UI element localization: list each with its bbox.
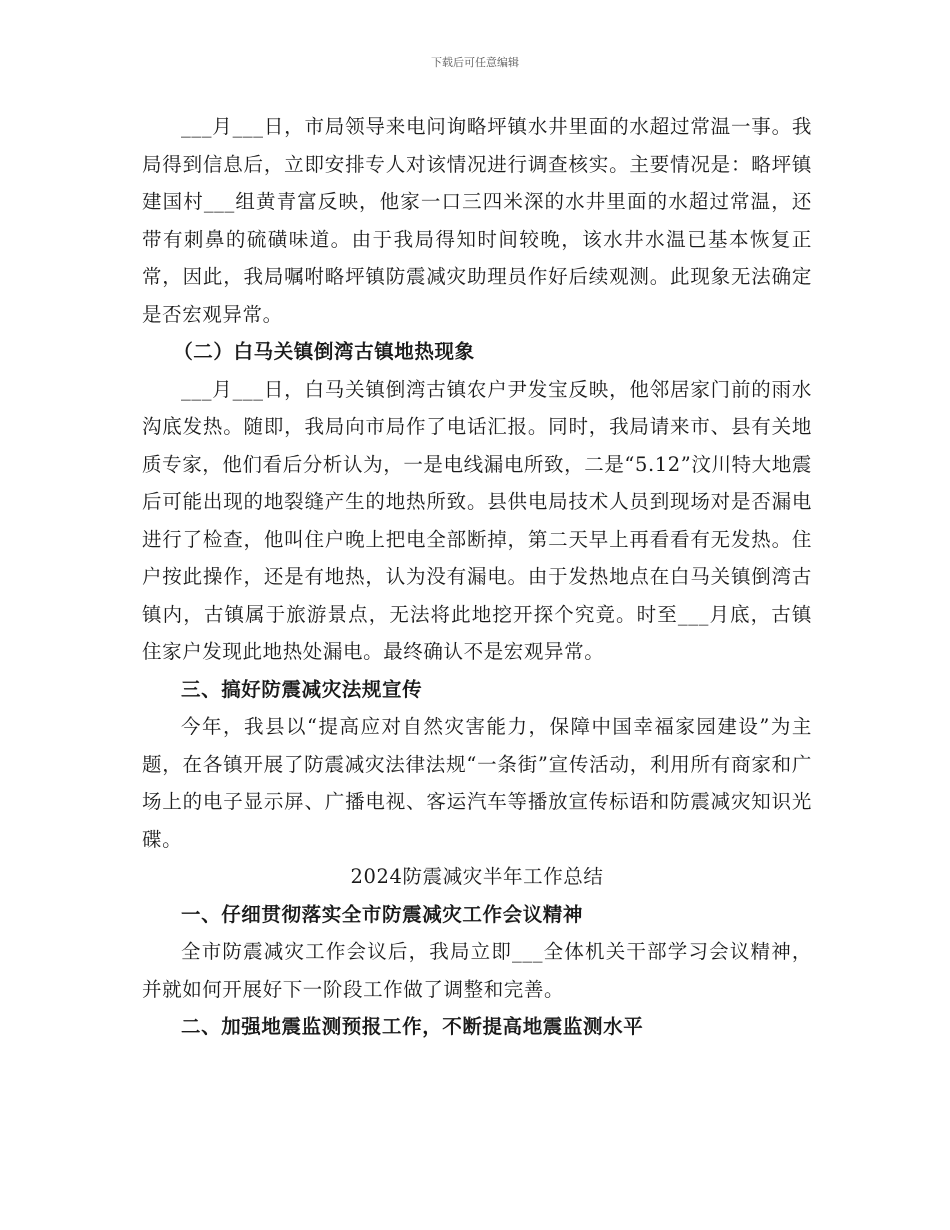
section-heading-meeting: 一、仔细贯彻落实全市防震减灾工作会议精神 [181, 902, 584, 926]
paragraph-meeting: 全市防震减灾工作会议后，我局立即___全体机关干部学习会议精神，并就如何开展好下一阶段工作做了调整和完善。 [142, 940, 812, 1001]
paragraph-publicity: 今年，我县以“提高应对自然灾害能力，保障中国幸福家园建设”为主题，在各镇开展了防震减灾法律法规“一条街”宣传活动，利用所有商家和广场上的电子显示屏、广播电视、客运汽车等播放宣传标语和防震减灾知识光碟。 [142, 715, 812, 851]
paragraph-water-well: ___月___日，市局领导来电问询略坪镇水井里面的水超过常温一事。我局得到信息后，立即安排专人对该情况进行调查核实。主要情况是：略坪镇建国村___组黄青富反映，他家一口三四米深的水井里面的水超过常温，还带有刺鼻的硫磺味道。由于我局得知时间较晚，该水井水温已基本恢复正常，因此，我局嘱咐略坪镇防震减灾助理员作好后续观测。此现象无法确定是否宏观异常。 [142, 115, 812, 326]
document-title: 2024防震减灾半年工作总结 [350, 865, 604, 888]
document-body [142, 108, 812, 1046]
page-header: 下载后可任意编辑 [431, 56, 519, 69]
section-heading-monitoring: 二、加强地震监测预报工作，不断提高地震监测水平 [181, 1015, 644, 1038]
paragraph-geothermal: ___月___日，白马关镇倒湾古镇农户尹发宝反映，他邻居家门前的雨水沟底发热。随即，我局向市局作了电话汇报。同时，我局请来市、县有关地质专家，他们看后分析认为，一是电线漏电所致，二是“5.12”汶川特大地震后可能出现的地裂缝产生的地热所致。县供电局技术人员到现场对是否漏电进行了检查，他叫住户晚上把电全部断掉，第二天早上再看看有无发热。住户按此操作，还是有地热，认为没有漏电。由于发热地点在白马关镇倒湾古镇内，古镇属于旅游景点，无法将此地挖开探个究竟。时至___月底，古镇住家户发现此地热处漏电。最终确认不是宏观异常。 [142, 377, 812, 663]
section-heading-geothermal: （二）白马关镇倒湾古镇地热现象 [173, 340, 475, 363]
section-heading-publicity: 三、搞好防震减灾法规宣传 [181, 677, 423, 701]
